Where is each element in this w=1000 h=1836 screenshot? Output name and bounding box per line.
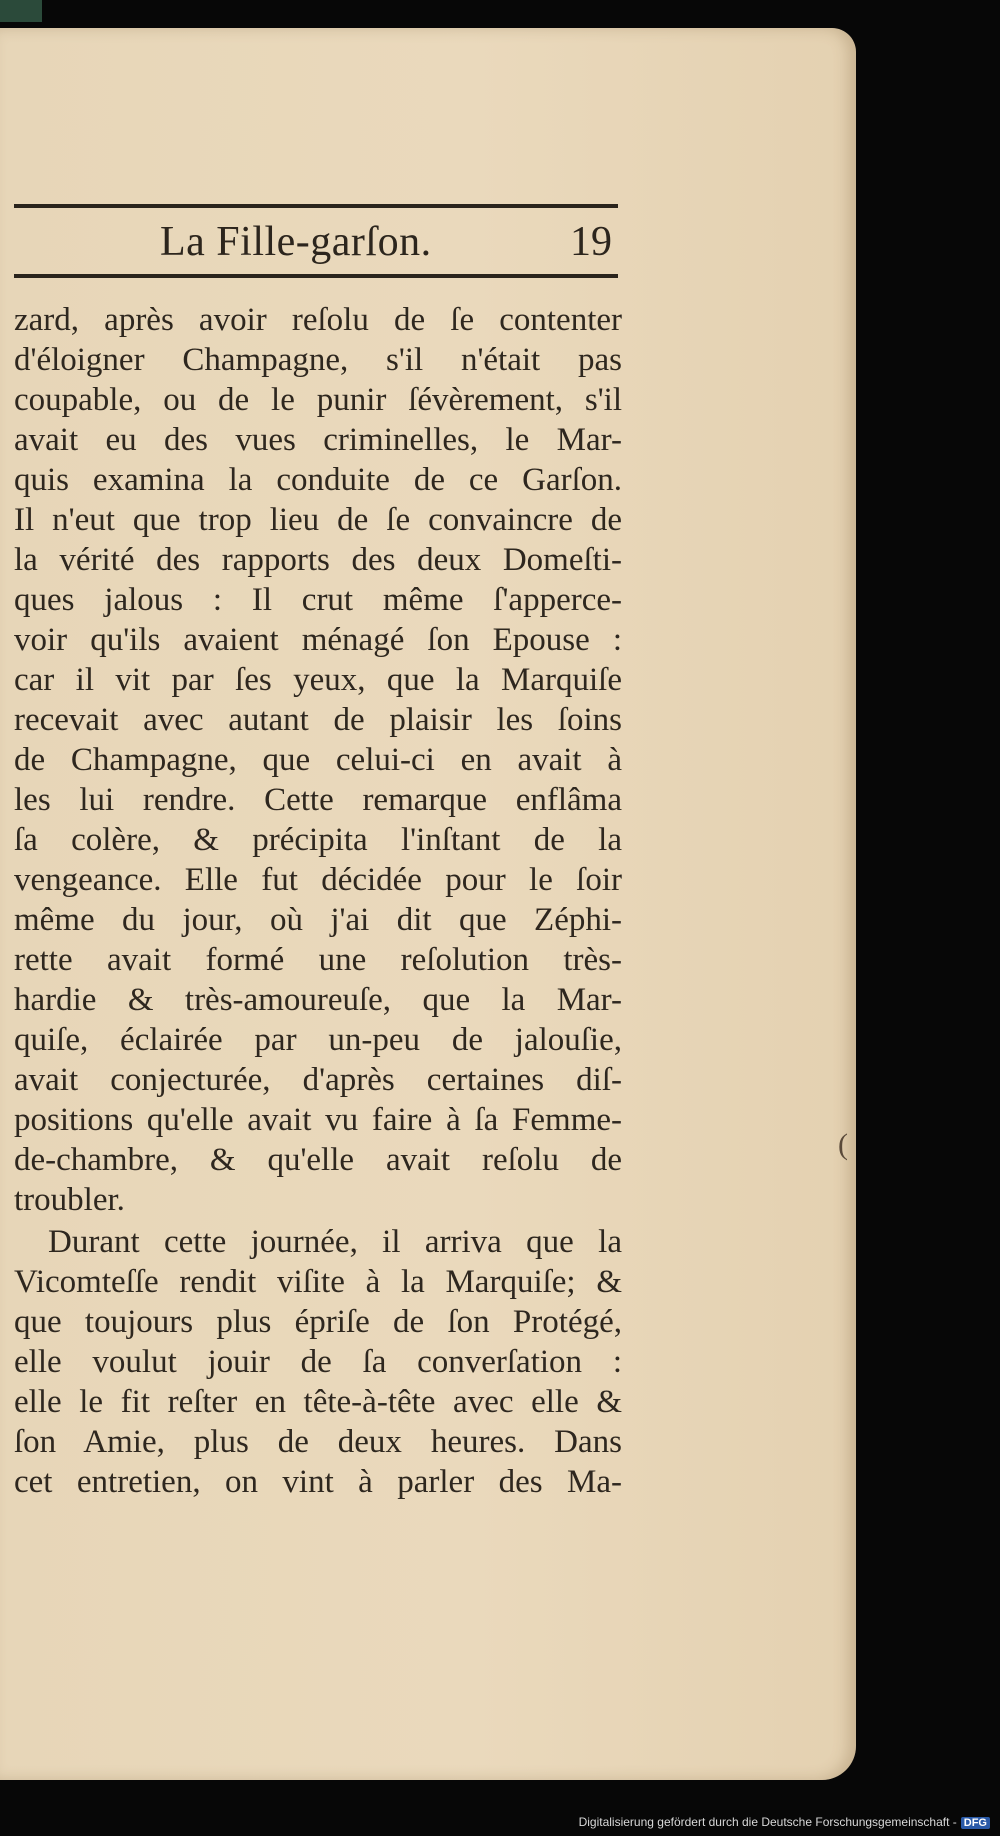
text-line: vengeance. Elle fut décidée pour le ſoir <box>14 862 622 898</box>
text-line: quis examina la conduite de ce Garſon. <box>14 462 622 498</box>
text-line: troubler. <box>14 1182 125 1218</box>
dfg-logo: DFG <box>961 1817 990 1829</box>
color-calibration-strip <box>0 0 42 22</box>
book-page <box>0 28 856 1780</box>
text-line: recevait avec autant de plaisir les ſoins <box>14 702 622 738</box>
header-rule-bottom <box>14 274 618 278</box>
text-line: ſa colère, & précipita l'inſtant de la <box>14 822 622 858</box>
paragraph-1 <box>14 300 622 1220</box>
text-line: hardie & très-amoureuſe, que la Mar- <box>14 982 622 1018</box>
text-line: même du jour, où j'ai dit que Zéphi- <box>14 902 622 938</box>
text-line: ſon Amie, plus de deux heures. Dans <box>14 1424 622 1460</box>
text-line: rette avait formé une reſolution très- <box>14 942 622 978</box>
text-line: Durant cette journée, il arriva que la <box>48 1224 622 1260</box>
text-line: avait conjecturée, d'après certaines diſ- <box>14 1062 622 1098</box>
paragraph-2 <box>14 1222 622 1502</box>
text-line: cet entretien, on vint à parler des Ma- <box>14 1464 622 1500</box>
text-line: les lui rendre. Cette remarque enflâma <box>14 782 622 818</box>
text-line: la vérité des rapports des deux Domeſti- <box>14 542 622 578</box>
text-line: positions qu'elle avait vu faire à ſa Femme- <box>14 1102 622 1138</box>
text-line: de Champagne, que celui-ci en avait à <box>14 742 622 778</box>
text-line: voir qu'ils avaient ménagé ſon Epouse : <box>14 622 622 658</box>
text-line: coupable, ou de le punir ſévèrement, s'il <box>14 382 622 418</box>
text-line: que toujours plus épriſe de ſon Protégé, <box>14 1304 622 1340</box>
credit-text: Digitalisierung gefördert durch die Deutsche Forschungsgemeinschaft - <box>578 1815 957 1829</box>
header-rule-top <box>14 204 618 208</box>
text-line: quiſe, éclairée par un-peu de jalouſie, <box>14 1022 622 1058</box>
text-line: Il n'eut que trop lieu de ſe convaincre de <box>14 502 622 538</box>
text-line: zard, après avoir reſolu de ſe contenter <box>14 302 622 338</box>
text-line: car il vit par ſes yeux, que la Marquiſe <box>14 662 622 698</box>
text-line: ques jalous : Il crut même ſ'apperce- <box>14 582 622 618</box>
margin-mark: ( <box>838 1128 848 1161</box>
text-line: d'éloigner Champagne, s'il n'était pas <box>14 342 622 378</box>
digitization-credit <box>579 1815 990 1829</box>
text-line: avait eu des vues criminelles, le Mar- <box>14 422 622 458</box>
running-title: La Fille-garſon. <box>160 219 432 265</box>
text-line: Vicomteſſe rendit viſite à la Marquiſe; & <box>14 1264 622 1300</box>
text-line: de-chambre, & qu'elle avait reſolu de <box>14 1142 622 1178</box>
text-line: elle voulut jouir de ſa converſation : <box>14 1344 622 1380</box>
text-line: elle le fit reſter en tête-à-tête avec elle & <box>14 1384 622 1420</box>
page-number: 19 <box>570 219 612 265</box>
body-text <box>14 300 622 1502</box>
